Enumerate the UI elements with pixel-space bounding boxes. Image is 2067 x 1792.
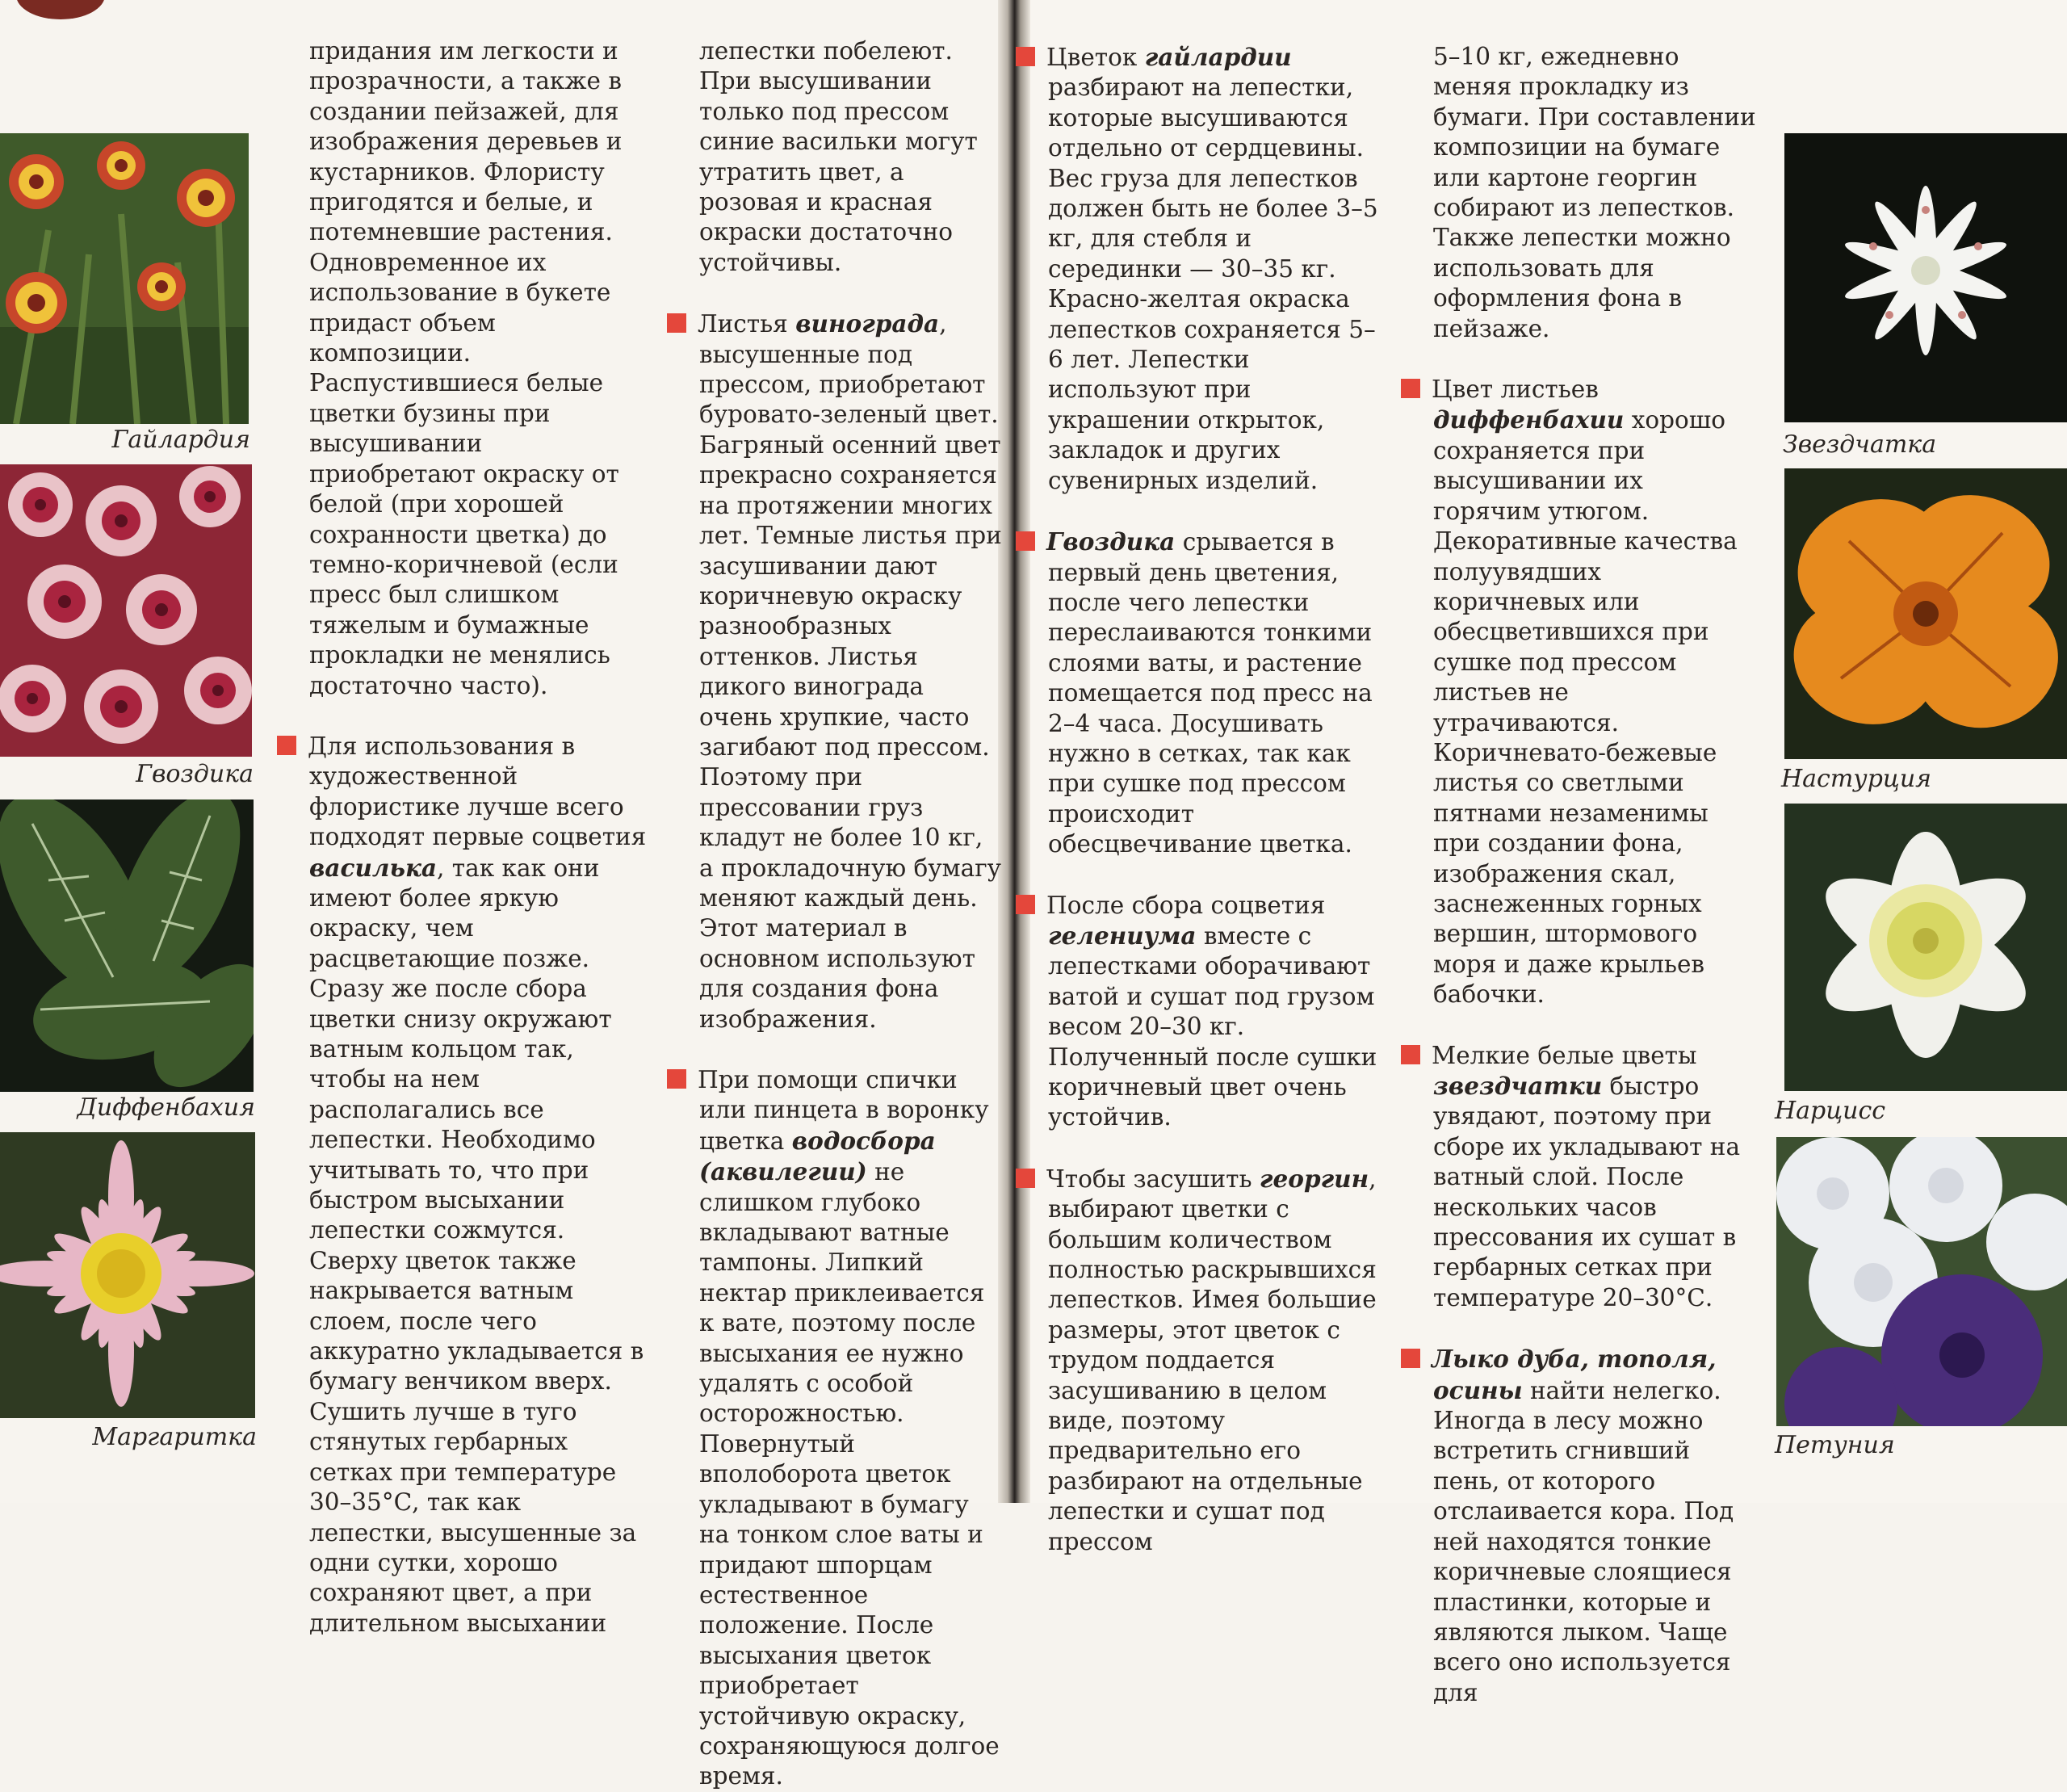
- paragraph: придания им легкости и прозрачности, а также в создании пейзажей, для изображения деревьев и кустарников. Флористу пригодятся и белые, и потемневшие растения. Одновременное их использование в букете придаст объем композиции. Распустившиеся белые цветки бузины при высушивании приобретают окраску от белой (при хорошей сохранности цветка) до темно-коричневой (если пресс был слишком тяжелым и бумажные прокладки не менялись достаточно часто).: [309, 37, 623, 699]
- photo-petunia: [1776, 1137, 2067, 1426]
- photo-gaillardia: [0, 133, 249, 424]
- text-column-4: [1433, 42, 1756, 1708]
- paragraph: Для использования в художественной флористике лучше всего подходят первые соцветия василька, так как они имеют более яркую окраску, чем расцветающие позже. Сразу же после сбора цветки снизу окружают ватным кольцом так, чтобы на нем располагались все лепестки. Необходимо учитывать то, что при быстром высыхании лепестки сожмутся. Сверху цветок также накрывается ватным слоем, после чего аккуратно укладывается в бумагу венчиком вверх. Сушить лучше в туго стянутых гербарных сетках при температуре 30–35°С, так как лепестки, высушенные за одни сутки, хорошо сохраняют цвет, а при длительном высыхании: [309, 732, 648, 1639]
- bullet-marker: [667, 313, 686, 333]
- book-gutter: [998, 0, 1030, 1503]
- caption-daisy: Маргаритка: [92, 1423, 257, 1451]
- caption-nasturtium: Настурция: [1781, 765, 1932, 793]
- paragraph: При помощи спички или пинцета в воронку цветка водосбора (аквилегии) не слишком глубоко вкладывают ватные тампоны. Липкий нектар приклеивается к вате, поэтому после высыхания ее нужно удалять с особой осторожностью. Повернутый вполоборота цветок укладывают в бумагу на тонком слое ваты и придают шпорцам естественное положение. После высыхания цветок приобретает устойчивую окраску, сохраняющуюся долгое время.: [699, 1065, 1003, 1792]
- bullet-marker: [1016, 47, 1035, 66]
- paragraph: Цвет листьев диффенбахии хорошо сохраняется при высушивании их горячим утюгом. Декоративные качества полуувядших коричневых или обесцветившихся при сушке под прессом листьев не утрачиваются. Коричневато-бежевые листья со светлыми пятнами незаменимы при создании фона, изображения скал, заснеженных горных вершин, штормового моря и даже крыльев бабочки.: [1433, 375, 1756, 1010]
- photo-dieffenbachia: [0, 799, 254, 1092]
- paragraph: После сбора соцветия гелениума вместе с лепестками оборачивают ватой и сушат под грузом весом 20–30 кг. Полученный после сушки коричневый цвет очень устойчив.: [1048, 891, 1387, 1133]
- bullet-marker: [1401, 1349, 1420, 1368]
- paragraph: Листья винограда, высушенные под прессом, приобретают буровато-зеленый цвет. Багряный осенний цвет прекрасно сохраняется на протяжении многих лет. Темные листья при засушивании дают коричневую окраску разнообразных оттенков. Листья дикого винограда очень хрупкие, часто загибают под прессом. Поэтому при прессовании груз кладут не более 10 кг, а прокладочную бумагу меняют каждый день. Этот материал в основном используют для создания фона изображения.: [699, 308, 1003, 1034]
- bullet-marker: [277, 736, 296, 755]
- text-column-2: [699, 36, 1003, 1792]
- caption-narcissus: Нарцисс: [1775, 1097, 1886, 1125]
- bullet-marker: [1016, 895, 1035, 914]
- paragraph: Гвоздика срывается в первый день цветения, после чего лепестки переслаиваются тонкими слоями ваты, и растение помещается под пресс на 2–4 часа. Досушивать нужно в сетках, так как при сушке под прессом происходит обесцвечивание цветка.: [1048, 527, 1387, 859]
- text-column-1: [309, 36, 648, 1639]
- photo-carnation: [0, 464, 252, 757]
- caption-gaillardia: Гайлардия: [111, 426, 250, 454]
- caption-stellaria: Звездчатка: [1783, 430, 1937, 459]
- paragraph: Цветок гайлардии разбирают на лепестки, которые высушиваются отдельно от сердцевины. Вес груза для лепестков должен быть не более 3–5 кг, для стебля и серединки — 30–35 кг. Красно-желтая окраска лепестков сохраняется 5–6 лет. Лепестки используют при украшении открыток, закладок и других сувенирных изделий.: [1048, 42, 1387, 496]
- bullet-marker: [1401, 1045, 1420, 1064]
- caption-petunia: Петуния: [1775, 1431, 1895, 1459]
- caption-dieffenbachia: Диффенбахия: [77, 1093, 255, 1122]
- caption-carnation: Гвоздика: [136, 760, 254, 788]
- text-column-3: [1048, 42, 1387, 1557]
- bullet-marker: [1401, 379, 1420, 398]
- paragraph: 5–10 кг, ежедневно меняя прокладку из бумаги. При составлении композиции на бумаге или картоне георгин собирают из лепестков. Также лепестки можно использовать для оформления фона в пейзаже.: [1433, 43, 1756, 342]
- bullet-marker: [1016, 531, 1035, 551]
- bullet-marker: [667, 1069, 686, 1089]
- paragraph: Лыко дуба, тополя, осины найти нелегко. Иногда в лесу можно встретить сгнивший пень, от которого отслаивается кора. Под ней находятся тонкие коричневые слоящиеся пластинки, которые и являются лыком. Чаще всего оно используется для: [1433, 1344, 1756, 1708]
- photo-nasturtium: [1784, 468, 2067, 759]
- bullet-marker: [1016, 1169, 1035, 1188]
- photo-stellaria: [1784, 133, 2067, 422]
- photo-daisy: [0, 1132, 255, 1418]
- paragraph: лепестки побелеют. При высушивании только под прессом синие васильки могут утратить цвет, а розовая и красная окраски достаточно устойчивы.: [699, 37, 978, 276]
- paragraph: Чтобы засушить георгин, выбирают цветки с большим количеством полностью раскрывшихся лепестков. Имея большие размеры, этот цветок с трудом поддается засушиванию в целом виде, поэтому предварительно его разбирают на отдельные лепестки и сушат под прессом: [1048, 1164, 1387, 1557]
- photo-narcissus: [1784, 804, 2067, 1091]
- paragraph: Мелкие белые цветы звездчатки быстро увядают, поэтому при сборе их укладывают на ватный слой. После нескольких часов прессования их сушат в гербарных сетках при температуре 20–30°С.: [1433, 1041, 1756, 1314]
